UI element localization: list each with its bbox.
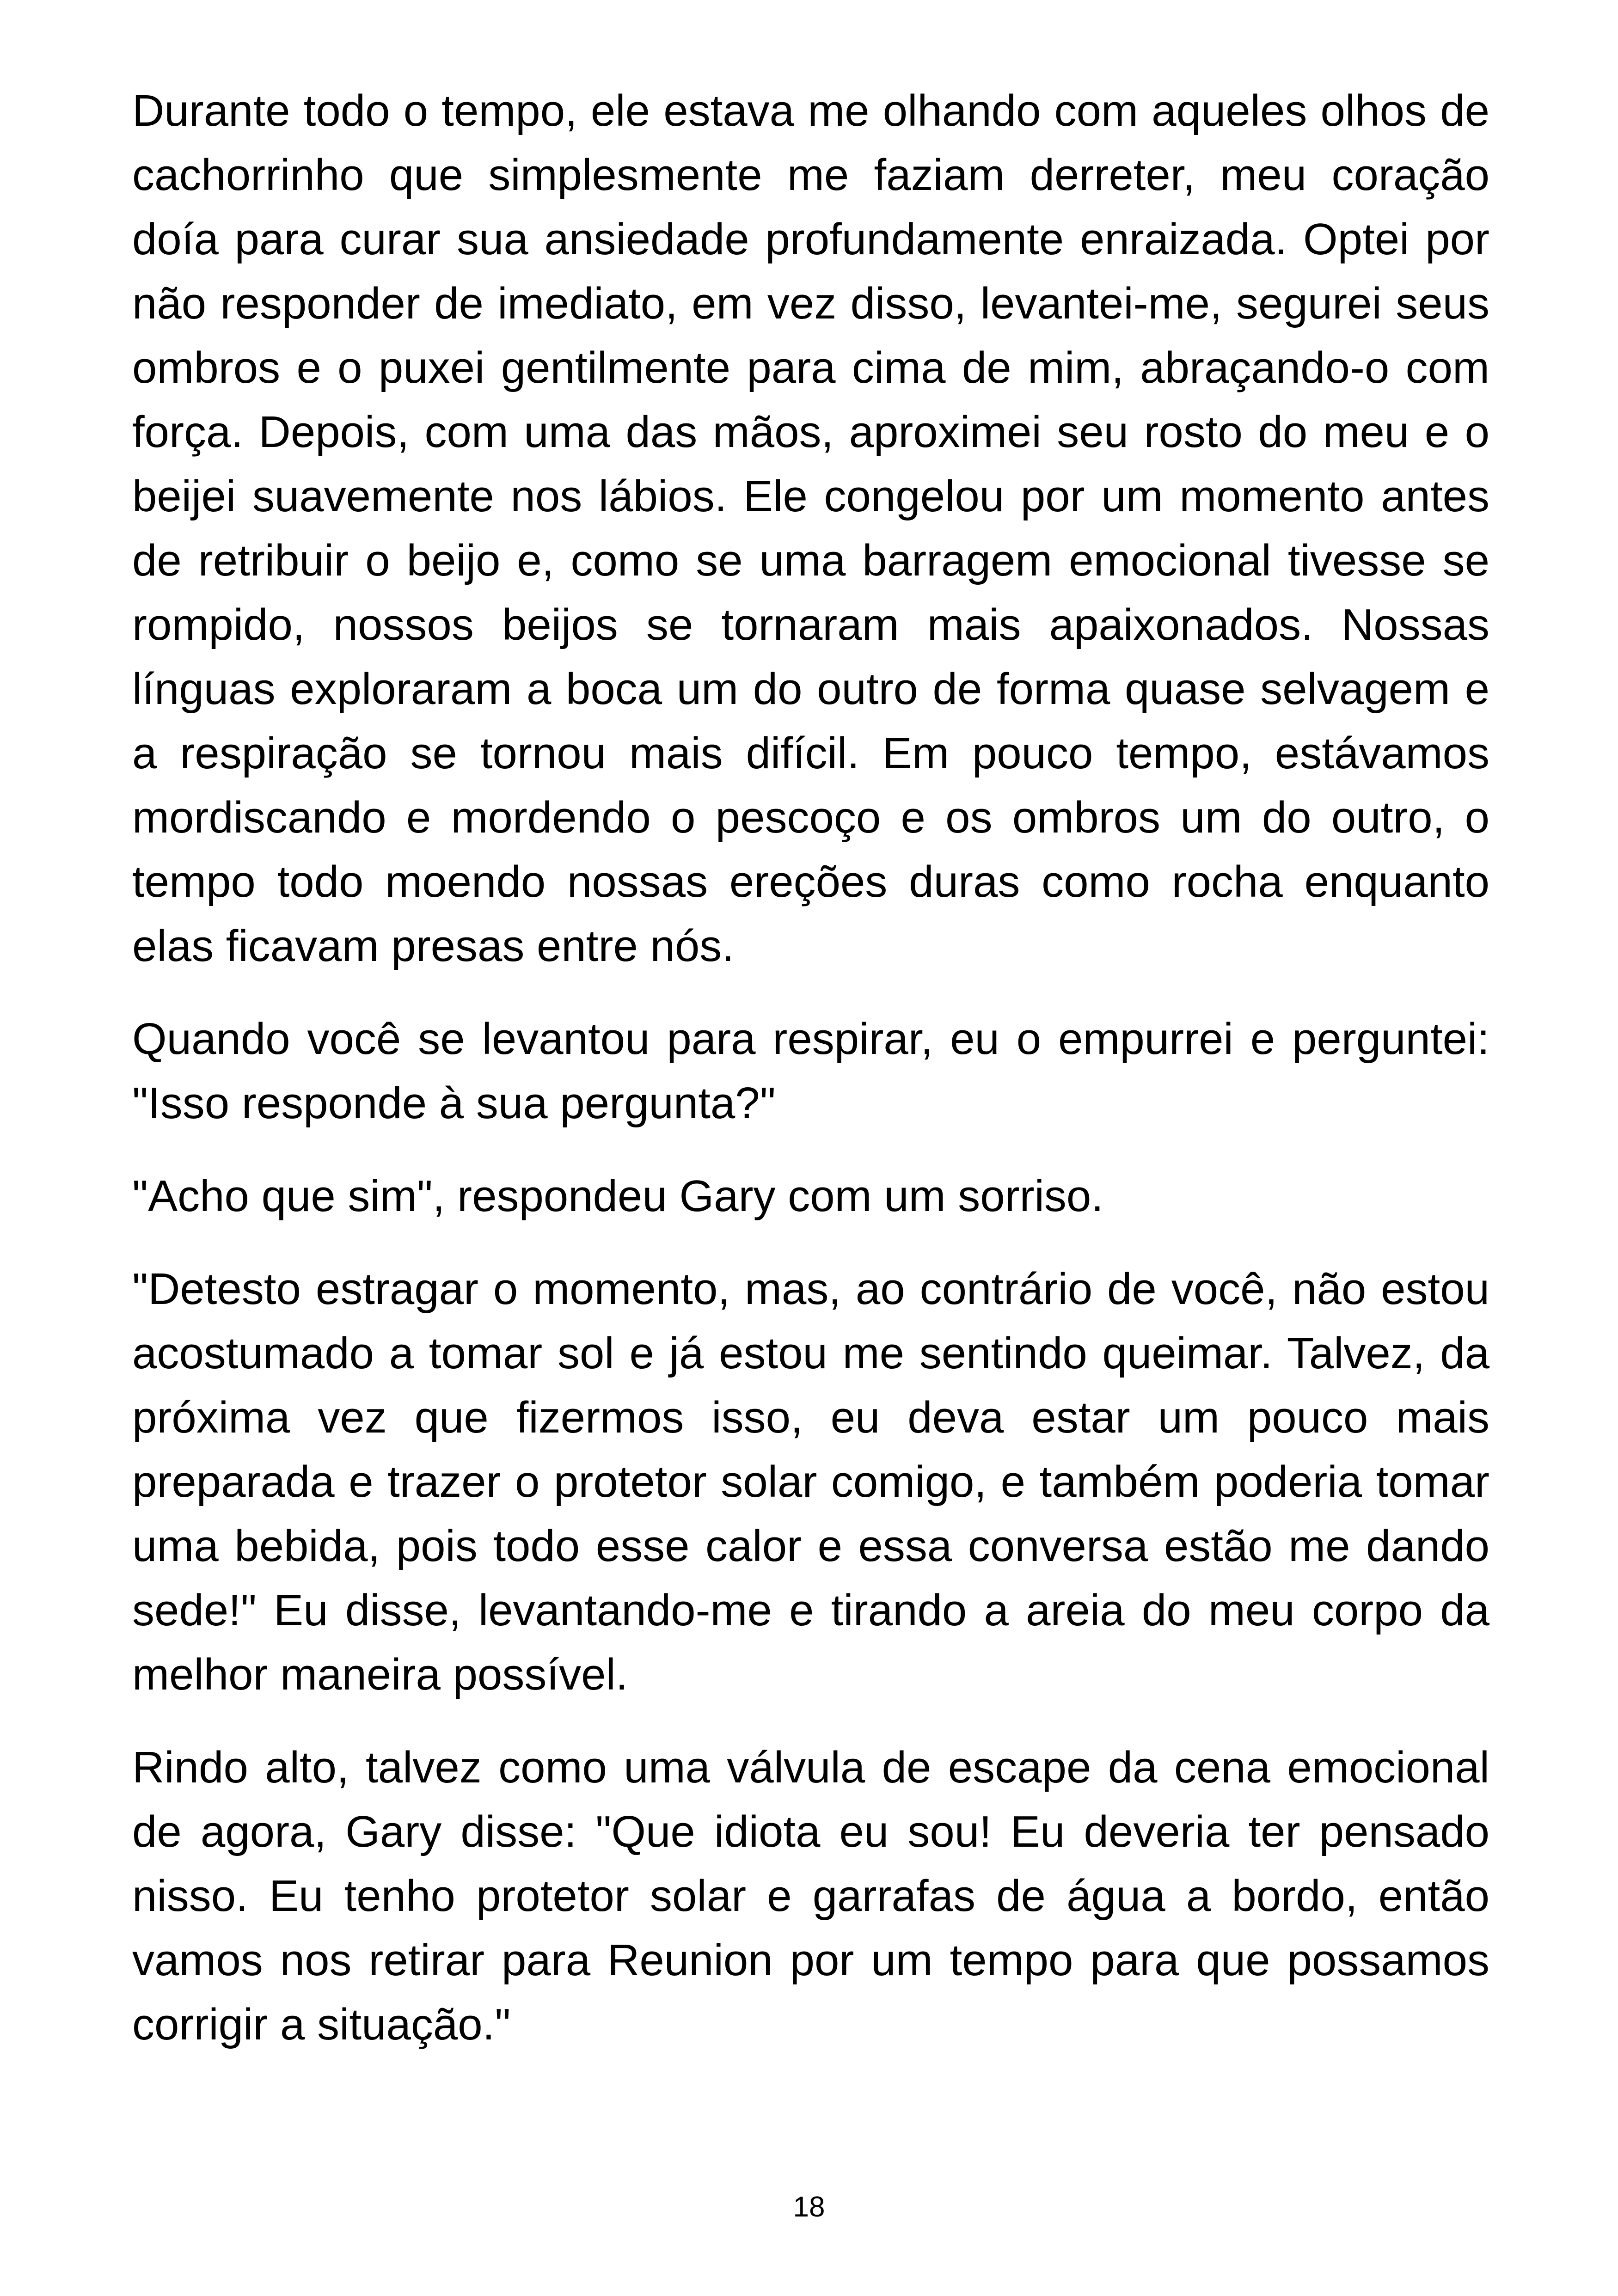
page-number: 18 xyxy=(793,2191,825,2223)
paragraph-5: Rindo alto, talvez como uma válvula de escape da cena emocional de agora, Gary disse: "Que idiota eu sou! Eu deveria ter pensado nisso. Eu tenho protetor solar e garrafas de água a bordo, então vamos nos retirar para Reunion por um tempo para que possamos corrigir a situação." xyxy=(132,1743,1489,2049)
paragraph-2: Quando você se levantou para respirar, eu o empurrei e perguntei: "Isso responde à sua pergunta?" xyxy=(132,1014,1489,1128)
page-body xyxy=(132,79,1489,2085)
paragraph-1: Durante todo o tempo, ele estava me olhando com aqueles olhos de cachorrinho que simplesmente me faziam derreter, meu coração doía para curar sua ansiedade profundamente enraizada. Optei por não responder de imediato, em vez disso, levantei-me, segurei seus ombros e o puxei gentilmente para cima de mim, abraçando-o com força. Depois, com uma das mãos, aproximei seu rosto do meu e o beijei suavemente nos lábios. Ele congelou por um momento antes de retribuir o beijo e, como se uma barragem emocional tivesse se rompido, nossos beijos se tornaram mais apaixonados. Nossas línguas exploraram a boca um do outro de forma quase selvagem e a respiração se tornou mais difícil. Em pouco tempo, estávamos mordiscando e mordendo o pescoço e os ombros um do outro, o tempo todo moendo nossas ereções duras como rocha enquanto elas ficavam presas entre nós. xyxy=(132,86,1489,971)
paragraph-3: "Acho que sim", respondeu Gary com um sorriso. xyxy=(132,1171,1103,1221)
paragraph-4: "Detesto estragar o momento, mas, ao contrário de você, não estou acostumado a tomar sol e já estou me sentindo queimar. Talvez, da próxima vez que fizermos isso, eu deva estar um pouco mais preparada e trazer o protetor solar comigo, e também poderia tomar uma bebida, pois todo esse calor e essa conversa estão me dando sede!" Eu disse, levantando-me e tirando a areia do meu corpo da melhor maneira possível. xyxy=(132,1264,1489,1699)
